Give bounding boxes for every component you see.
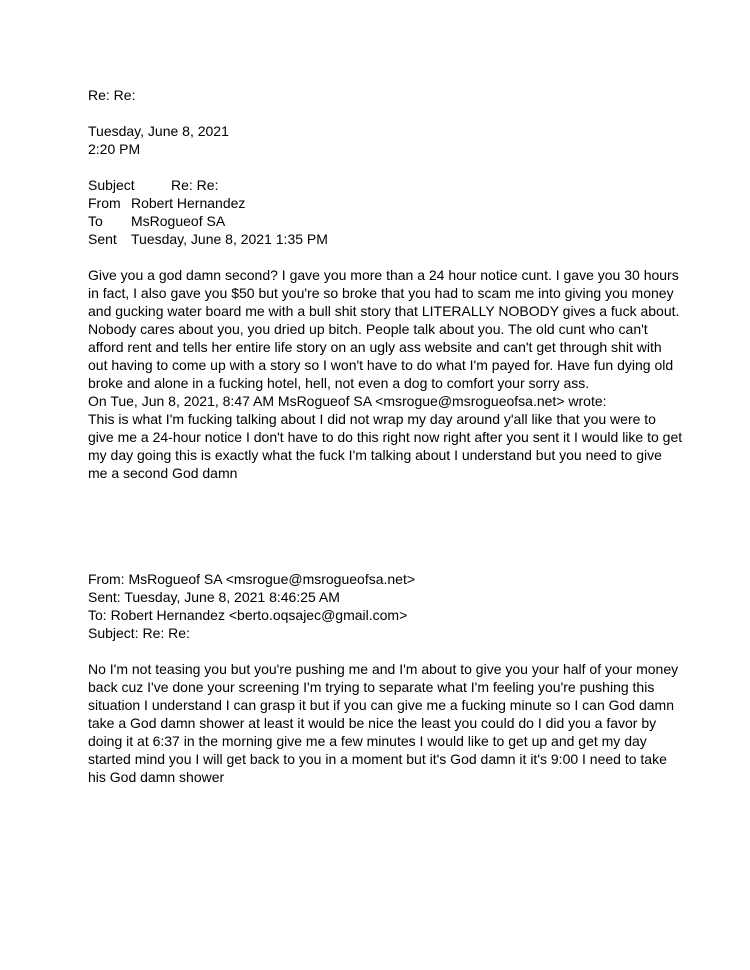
text-line: back cuz I've done your screening I'm trying to separate what I'm feeling you're pushing this — [88, 679, 655, 695]
text-line: my day going this is exactly what the fuck I'm talking about I understand but you need to give — [88, 447, 662, 463]
text-line: Give you a god damn second? I gave you more than a 24 hour notice cunt. I gave you 30 hours — [88, 267, 679, 283]
header-label-sent: Sent — [88, 231, 117, 247]
quoted-message-body — [88, 660, 688, 786]
header-value-from: Robert Hernandez — [131, 195, 246, 211]
text-line: started mind you I will get back to you in a moment but it's God damn it it's 9:00 I need to take — [88, 751, 667, 767]
text-line: take a God damn shower at least it would be nice the least you could do I did you a favor by — [88, 715, 657, 731]
spacer — [88, 158, 688, 176]
time-line: 2:20 PM — [88, 141, 141, 157]
spacer — [88, 482, 688, 570]
text-line: afford rent and tells her entire life story on an ugly ass website and can't get through shit with — [88, 339, 662, 355]
text-line: out having to come up with a story so I won't have to do what I'm payed for. Have fun dying old — [88, 357, 674, 373]
text-line: Sent: Tuesday, June 8, 2021 8:46:25 AM — [88, 589, 340, 605]
text-line: No I'm not teasing you but you're pushing me and I'm about to give you your half of your money — [88, 661, 679, 677]
text-line: Nobody cares about you, you dried up bitch. People talk about you. The old cunt who can't — [88, 321, 648, 337]
text-line: To: Robert Hernandez <berto.oqsajec@gmail.com> — [88, 607, 408, 623]
header-label-to: To — [88, 213, 103, 229]
text-line: give me a 24-hour notice I don't have to do this right now right after you sent it I would like to get — [88, 429, 683, 445]
subject-title: Re: Re: — [88, 87, 136, 103]
text-line: situation I understand I can grasp it but if you can give me a fucking minute so I can God damn — [88, 697, 674, 713]
text-line: in fact, I also gave you $50 but you're so broke that you had to scam me into giving you money — [88, 285, 674, 301]
text-line: Subject: Re: Re: — [88, 625, 190, 641]
header-label-from: From — [88, 195, 121, 211]
header-value-to: MsRogueof SA — [131, 213, 226, 229]
header-label-subject: Subject — [88, 177, 135, 193]
email-content — [88, 86, 688, 786]
header-value-subject: Re: Re: — [171, 177, 219, 193]
text-line: broke and alone in a fucking hotel, hell, not even a dog to comfort your sorry ass. — [88, 375, 590, 391]
text-line: me a second God damn — [88, 465, 238, 481]
spacer — [88, 104, 688, 122]
spacer — [88, 248, 688, 266]
message-body — [88, 266, 688, 482]
text-line: From: MsRogueof SA <msrogue@msrogueofsa.net> — [88, 571, 416, 587]
text-line: doing it at 6:37 in the morning give me a few minutes I would like to get up and get my day — [88, 733, 647, 749]
header-row-sent — [88, 230, 688, 248]
text-line: On Tue, Jun 8, 2021, 8:47 AM MsRogueof SA <msrogue@msrogueofsa.net> wrote: — [88, 393, 607, 409]
text-line: and gucking water board me with a bull shit story that LITERALLY NOBODY gives a fuck about. — [88, 303, 680, 319]
text-line: his God damn shower — [88, 769, 225, 785]
header-value-sent: Tuesday, June 8, 2021 1:35 PM — [131, 231, 328, 247]
header-row-to — [88, 212, 688, 230]
date-line: Tuesday, June 8, 2021 — [88, 123, 229, 139]
header-row-from — [88, 194, 688, 212]
spacer — [88, 642, 688, 660]
header-row-subject — [88, 176, 688, 194]
quoted-message-header — [88, 570, 688, 642]
text-line: This is what I'm fucking talking about I did not wrap my day around y'all like that you were to — [88, 411, 656, 427]
